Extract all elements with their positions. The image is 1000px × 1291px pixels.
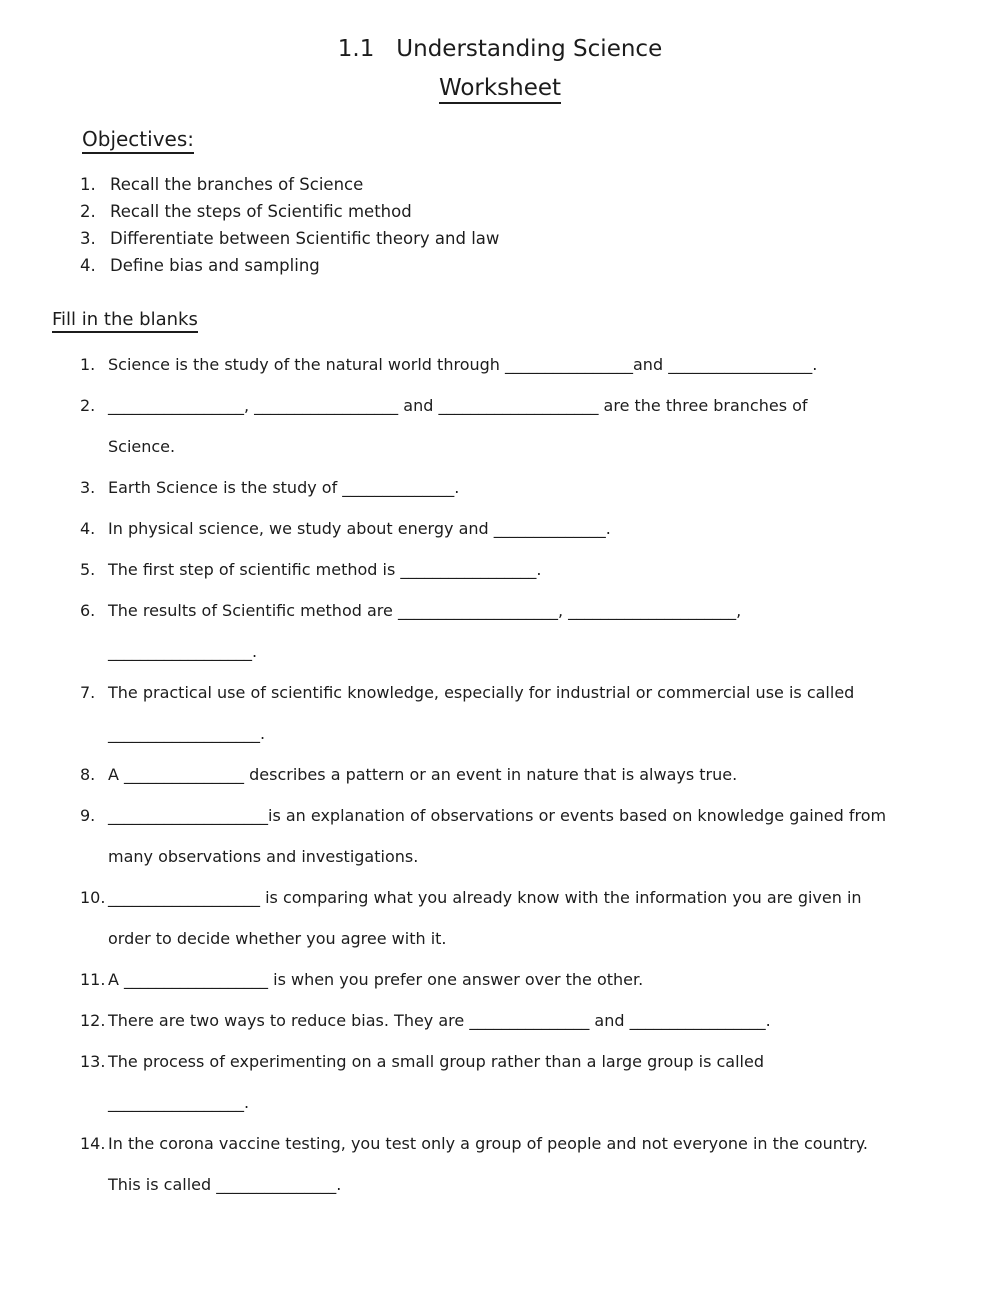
fill-item-text: This is called _______________. <box>108 1175 342 1194</box>
fill-item-text: There are two ways to reduce bias. They are _______________ and _________________. <box>108 1011 771 1030</box>
fill-item-number: 8. <box>80 765 96 784</box>
fill-item-number: 9. <box>80 806 96 825</box>
worksheet-title: 1.1 Understanding Science <box>337 36 663 62</box>
fill-item-number: 11. <box>80 970 106 989</box>
fill-item-text: __________________. <box>108 642 258 661</box>
fill-item <box>0 508 1000 549</box>
fill-item-text: Science is the study of the natural world through ________________and __________________. <box>108 355 818 374</box>
fill-item-text: many observations and investigations. <box>108 847 419 866</box>
fill-item-text: _________________, __________________ and ____________________ are the three branches of <box>108 396 808 415</box>
objective-item <box>0 225 1000 252</box>
fill-item <box>0 344 1000 385</box>
fill-item-continuation <box>0 426 1000 467</box>
objective-item <box>0 171 1000 198</box>
fill-item <box>0 385 1000 426</box>
fill-in-blanks-list <box>0 344 1000 1205</box>
objectives-heading: Objectives: <box>82 127 194 154</box>
fill-item-text: In physical science, we study about energy and ______________. <box>108 519 611 538</box>
fill-item-text: order to decide whether you agree with it. <box>108 929 447 948</box>
fill-item <box>0 1123 1000 1164</box>
fill-item-text: The process of experimenting on a small group rather than a large group is called <box>108 1052 764 1071</box>
fill-item-text: ___________________ is comparing what you already know with the information you are given in <box>108 888 862 907</box>
fill-item-number: 10. <box>80 888 106 907</box>
fill-item <box>0 795 1000 836</box>
fill-item-text: Earth Science is the study of ______________. <box>108 478 460 497</box>
objective-number: 3. <box>80 229 96 248</box>
objective-text: Differentiate between Scientific theory and law <box>110 229 500 248</box>
objective-text: Recall the branches of Science <box>110 175 364 194</box>
fill-item-number: 3. <box>80 478 96 497</box>
objectives-heading-row <box>82 127 1000 151</box>
fill-item-continuation <box>0 631 1000 672</box>
fill-item <box>0 1000 1000 1041</box>
objective-text: Recall the steps of Scientific method <box>110 202 412 221</box>
fill-item-number: 12. <box>80 1011 106 1030</box>
fill-item-text: _________________. <box>108 1093 250 1112</box>
objective-number: 1. <box>80 175 96 194</box>
worksheet-subtitle-row <box>0 73 1000 103</box>
fill-item-text: In the corona vaccine testing, you test only a group of people and not everyone in the country. <box>108 1134 868 1153</box>
fill-item <box>0 549 1000 590</box>
fill-item <box>0 877 1000 918</box>
fill-item-text: ___________________. <box>108 724 266 743</box>
fill-item-number-spacer <box>80 631 108 672</box>
fill-item-text: A __________________ is when you prefer one answer over the other. <box>108 970 644 989</box>
objective-number: 2. <box>80 202 96 221</box>
fill-item-number: 1. <box>80 355 96 374</box>
fill-item-number-spacer <box>80 1082 108 1123</box>
fill-item-continuation <box>0 713 1000 754</box>
fill-item-number: 6. <box>80 601 96 620</box>
fill-item-continuation <box>0 1164 1000 1205</box>
fill-item <box>0 1041 1000 1082</box>
objective-text: Define bias and sampling <box>110 256 320 275</box>
fill-item-number: 13. <box>80 1052 106 1071</box>
fill-item-number: 7. <box>80 683 96 702</box>
fill-item <box>0 754 1000 795</box>
fill-item-number-spacer <box>80 918 108 959</box>
fill-item-text: A _______________ describes a pattern or an event in nature that is always true. <box>108 765 738 784</box>
fill-item <box>0 590 1000 631</box>
fill-item-continuation <box>0 1082 1000 1123</box>
fill-item <box>0 467 1000 508</box>
fill-item-text: The results of Scientific method are ____________________, _____________________, <box>108 601 742 620</box>
fill-item-text: ____________________is an explanation of observations or events based on knowledge gained from <box>108 806 887 825</box>
fill-item-text: Science. <box>108 437 176 456</box>
fill-item-number: 5. <box>80 560 96 579</box>
fill-item <box>0 672 1000 713</box>
fill-item-number: 14. <box>80 1134 106 1153</box>
fill-in-blanks-heading-row <box>52 309 1000 330</box>
objective-item <box>0 252 1000 279</box>
fill-item-number-spacer <box>80 426 108 467</box>
fill-item-number-spacer <box>80 836 108 877</box>
fill-item <box>0 959 1000 1000</box>
fill-item-continuation <box>0 918 1000 959</box>
fill-item-number-spacer <box>80 713 108 754</box>
fill-item-text: The practical use of scientific knowledge, especially for industrial or commercial use is called <box>108 683 855 702</box>
fill-item-number-spacer <box>80 1164 108 1205</box>
objective-item <box>0 198 1000 225</box>
fill-item-text: The first step of scientific method is _________________. <box>108 560 542 579</box>
fill-item-number: 2. <box>80 396 96 415</box>
fill-item-number: 4. <box>80 519 96 538</box>
fill-item-continuation <box>0 836 1000 877</box>
fill-in-blanks-heading: Fill in the blanks <box>52 309 198 333</box>
worksheet-subtitle: Worksheet <box>439 75 561 104</box>
objective-number: 4. <box>80 256 96 275</box>
objectives-list <box>0 171 1000 279</box>
